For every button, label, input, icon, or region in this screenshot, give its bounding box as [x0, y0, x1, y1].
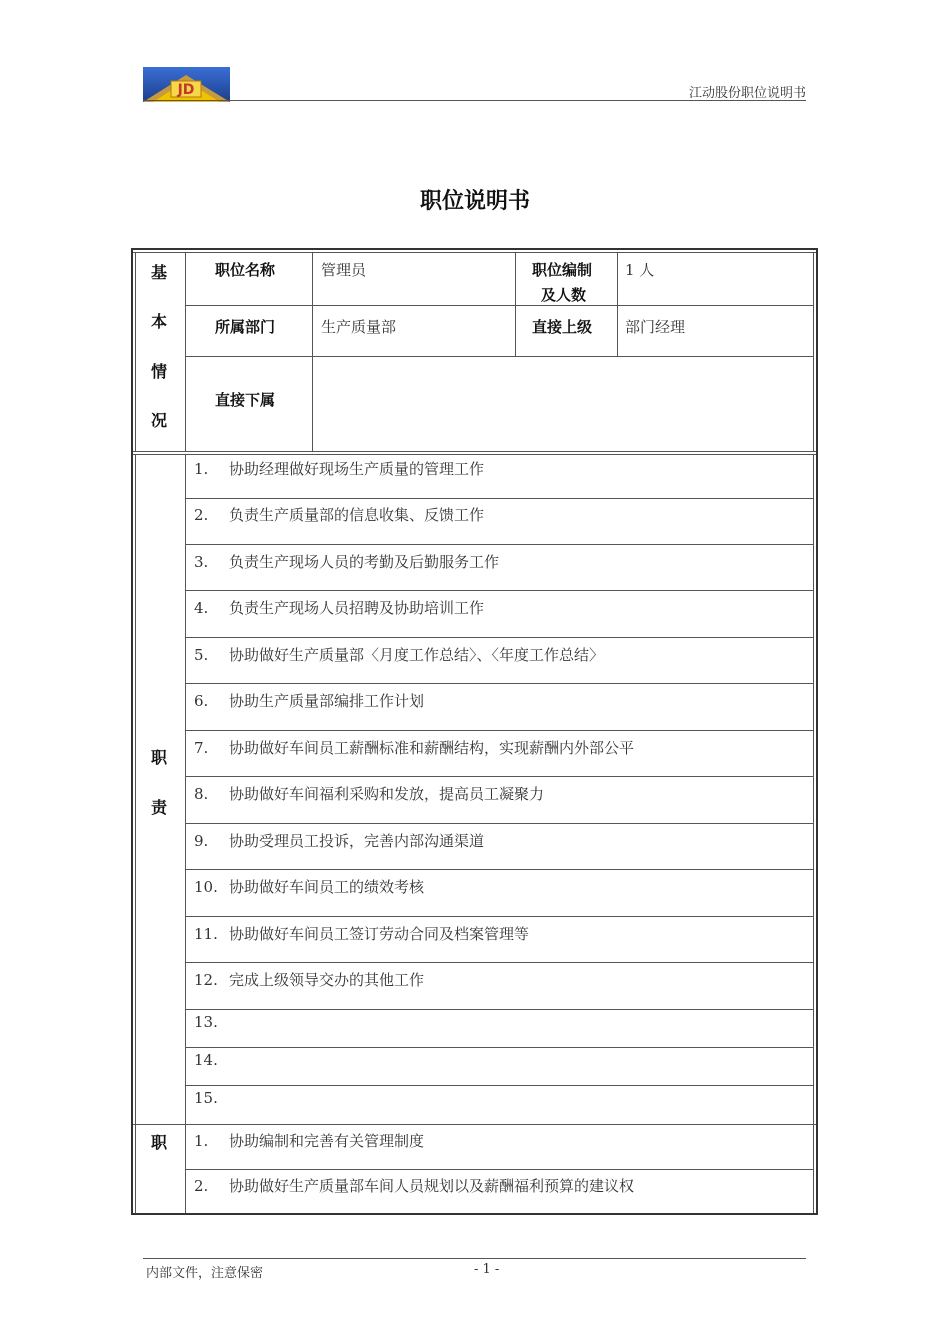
- item-text: 协助做好车间员工的绩效考核: [229, 878, 425, 896]
- svg-text:JD: JD: [177, 82, 195, 98]
- footer-rule: [143, 1258, 806, 1259]
- list-item: [194, 737, 634, 758]
- item-number: 8.: [194, 785, 209, 803]
- job-title-label: 职位名称: [215, 261, 276, 279]
- inner-right-rule: [813, 252, 814, 452]
- item-text: 协助编制和完善有关管理制度: [229, 1132, 425, 1150]
- item-number: 9.: [194, 832, 209, 850]
- row-rule: [185, 823, 814, 824]
- item-text: 协助做好车间员工薪酬标准和薪酬结构，实现薪酬内外部公平: [229, 739, 635, 757]
- item-number: 5.: [194, 646, 209, 664]
- row-rule: [185, 962, 814, 963]
- row-rule: [185, 730, 814, 731]
- headcount-value: 1 人: [625, 261, 655, 279]
- row-rule: [185, 356, 814, 357]
- row-rule: [185, 305, 814, 306]
- item-text: 负责生产质量部的信息收集、反馈工作: [229, 506, 485, 524]
- list-item: [194, 1130, 424, 1151]
- item-number: 2.: [194, 1177, 209, 1195]
- item-number: 4.: [194, 599, 209, 617]
- list-item: [194, 597, 484, 618]
- list-item: [194, 1051, 229, 1069]
- list-item: [194, 923, 529, 944]
- section-label-char: 况: [151, 411, 168, 430]
- superior-label: 直接上级: [532, 318, 593, 336]
- section-label-char: 职: [151, 1133, 168, 1152]
- section-rule: [133, 454, 816, 455]
- job-title-value: 管理员: [321, 261, 367, 279]
- section-label-char: 情: [151, 362, 168, 381]
- inner-left-rule: [135, 252, 136, 452]
- item-text: 负责生产现场人员的考勤及后勤服务工作: [229, 553, 500, 571]
- list-item: [194, 690, 424, 711]
- row-rule: [185, 590, 814, 591]
- row-rule: [185, 683, 814, 684]
- row-rule: [185, 637, 814, 638]
- company-logo: [143, 67, 230, 102]
- item-number: 6.: [194, 692, 209, 710]
- page-number: - 1 -: [474, 1262, 500, 1277]
- list-item: [194, 969, 424, 990]
- item-number: 10.: [194, 878, 218, 896]
- item-number: 1.: [194, 460, 209, 478]
- item-text: 协助受理员工投诉，完善内部沟通渠道: [229, 832, 485, 850]
- item-text: 协助做好生产质量部〈月度工作总结〉、〈年度工作总结〉: [229, 646, 605, 664]
- section-label-char: 责: [151, 798, 168, 817]
- item-number: 13.: [194, 1013, 218, 1031]
- list-item: [194, 644, 604, 665]
- list-item: [194, 830, 484, 851]
- page-title: 职位说明书: [419, 189, 530, 214]
- subordinates-label: 直接下属: [215, 391, 276, 409]
- headcount-label-line2: 及人数: [541, 286, 587, 304]
- row-rule: [185, 1169, 814, 1170]
- list-item: [194, 458, 484, 479]
- row-rule: [185, 776, 814, 777]
- item-number: 15.: [194, 1089, 218, 1107]
- inner-top-rule: [133, 252, 816, 253]
- item-text: 协助生产质量部编排工作计划: [229, 692, 425, 710]
- section-label-char: 本: [151, 312, 168, 331]
- section-label-char: 职: [151, 748, 168, 767]
- header-rule: [143, 100, 806, 101]
- item-number: 12.: [194, 971, 218, 989]
- duties-divider: [185, 454, 186, 1213]
- department-label: 所属部门: [215, 318, 276, 336]
- item-number: 3.: [194, 553, 209, 571]
- list-item: [194, 783, 544, 804]
- row-rule: [185, 498, 814, 499]
- item-text: 协助做好车间福利采购和发放，提高员工凝聚力: [229, 785, 545, 803]
- list-item: [194, 551, 499, 572]
- item-text: 协助经理做好现场生产质量的管理工作: [229, 460, 485, 478]
- item-number: 2.: [194, 506, 209, 524]
- row-rule: [185, 544, 814, 545]
- list-item: [194, 504, 484, 525]
- row-rule: [185, 916, 814, 917]
- item-number: 11.: [194, 925, 218, 943]
- label-divider: [312, 252, 313, 452]
- footer-confidential: 内部文件，注意保密: [146, 1266, 264, 1281]
- row-rule: [185, 1085, 814, 1086]
- row-rule: [185, 1009, 814, 1010]
- section-rule: [133, 1124, 816, 1125]
- inner-left-rule: [135, 454, 136, 1213]
- item-text: 协助做好车间员工签订劳动合同及档案管理等: [229, 925, 530, 943]
- row-rule: [185, 869, 814, 870]
- header-title: 江动股份职位说明书: [688, 86, 806, 101]
- item-number: 7.: [194, 739, 209, 757]
- item-text: 协助做好生产质量部车间人员规划以及薪酬福利预算的建议权: [229, 1177, 635, 1195]
- section-label-char: 基: [151, 263, 168, 282]
- item-number: 1.: [194, 1132, 209, 1150]
- section-rule: [133, 451, 816, 452]
- list-item: [194, 1089, 229, 1107]
- row-rule: [185, 1047, 814, 1048]
- list-item: [194, 1175, 634, 1196]
- item-text: 负责生产现场人员招聘及协助培训工作: [229, 599, 485, 617]
- item-text: 完成上级领导交办的其他工作: [229, 971, 425, 989]
- inner-right-rule: [813, 454, 814, 1213]
- list-item: [194, 876, 424, 897]
- superior-value: 部门经理: [625, 318, 686, 336]
- department-value: 生产质量部: [321, 318, 397, 336]
- headcount-label: 职位编制: [532, 261, 593, 279]
- list-item: [194, 1013, 229, 1031]
- basic-divider: [185, 252, 186, 452]
- item-number: 14.: [194, 1051, 218, 1069]
